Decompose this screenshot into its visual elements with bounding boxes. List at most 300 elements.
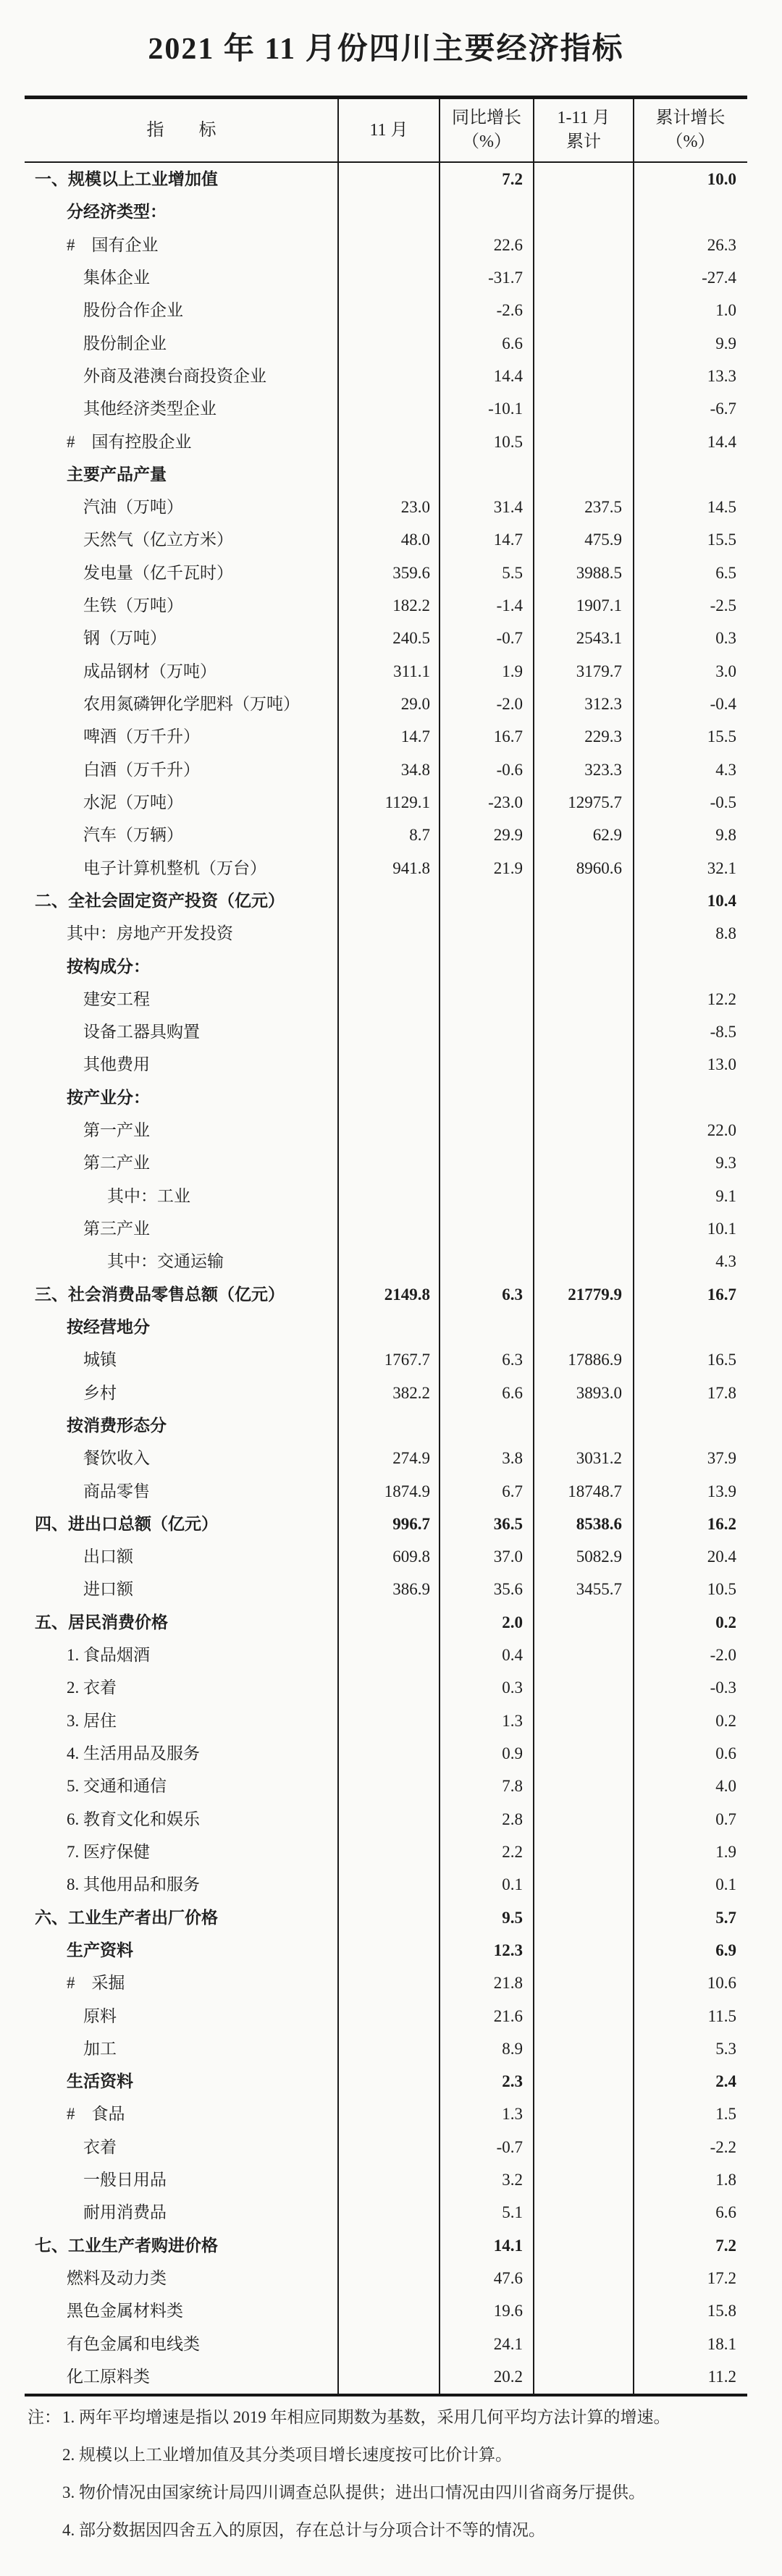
cell-yoy-growth: 5.5 <box>502 563 523 582</box>
cell-yoy-growth: 0.1 <box>502 1875 523 1894</box>
cell-cumulative <box>534 1967 634 1999</box>
cell-cumulative-growth: 8.8 <box>715 924 736 943</box>
cell-cumulative-growth: 10.6 <box>707 1974 736 1993</box>
table-row <box>25 720 747 753</box>
table-row <box>25 1409 747 1442</box>
table-row <box>25 1081 747 1114</box>
cell-cumulative-growth: 10.4 <box>707 891 736 910</box>
cell-november <box>338 1245 440 1278</box>
cell-november <box>338 1737 440 1770</box>
cell-november: 359.6 <box>392 563 430 582</box>
cell-november <box>338 1770 440 1802</box>
cell-yoy-growth: -0.7 <box>496 629 523 648</box>
cell-cumulative-growth: 4.3 <box>715 760 736 779</box>
cell-cumulative-growth: 9.3 <box>715 1154 736 1173</box>
table-row <box>25 458 747 491</box>
cell-cumulative-growth: 10.0 <box>707 170 736 188</box>
cell-cumulative-growth <box>634 1081 747 1114</box>
cell-cumulative <box>534 195 634 228</box>
cell-cumulative <box>534 1146 634 1179</box>
cell-cumulative-growth: 26.3 <box>707 235 736 254</box>
cell-cumulative <box>534 1803 634 1836</box>
cell-yoy-growth: 14.1 <box>493 2236 523 2255</box>
cell-cumulative-growth: 15.5 <box>707 531 736 549</box>
table-row <box>25 1836 747 1868</box>
cell-cumulative-growth: -2.0 <box>710 1646 736 1665</box>
table-row <box>25 622 747 654</box>
cell-cumulative-growth: 10.1 <box>707 1220 736 1238</box>
table-row <box>25 1540 747 1573</box>
table-row <box>25 852 747 884</box>
cell-cumulative-growth: 0.7 <box>715 1809 736 1828</box>
table-row <box>25 1770 747 1802</box>
cell-yoy-growth: 2.2 <box>502 1842 523 1861</box>
row-label: 钢（万吨） <box>83 629 167 648</box>
cell-cumulative <box>534 2131 634 2163</box>
table-row <box>25 2131 747 2163</box>
cell-cumulative-growth: 22.0 <box>707 1121 736 1140</box>
cell-november <box>338 2098 440 2130</box>
cell-cumulative: 12975.7 <box>568 793 622 811</box>
indicators-table <box>25 96 747 2396</box>
header-cumulative-line2: 累计 <box>566 132 601 151</box>
cell-cumulative <box>534 2360 634 2393</box>
header-november-label: 11 月 <box>369 120 408 140</box>
row-label: 设备工器具购置 <box>83 1023 200 1042</box>
cell-november: 1129.1 <box>384 793 430 811</box>
cell-cumulative <box>534 1934 634 1967</box>
cell-november <box>338 1868 440 1901</box>
cell-cumulative: 3455.7 <box>576 1580 622 1599</box>
cell-yoy-growth: 20.2 <box>493 2367 523 2386</box>
cell-cumulative <box>534 2294 634 2327</box>
row-label: 三、社会消费品零售总额（亿元） <box>35 1285 285 1304</box>
cell-cumulative-growth: 16.7 <box>707 1285 736 1304</box>
cell-november: 382.2 <box>392 1383 430 1402</box>
table-row <box>25 1639 747 1671</box>
table-row <box>25 327 747 360</box>
cell-cumulative: 237.5 <box>584 498 622 517</box>
cell-cumulative <box>534 1245 634 1278</box>
cell-cumulative-growth: 0.1 <box>715 1875 736 1894</box>
cell-cumulative <box>534 1639 634 1671</box>
cell-cumulative-growth: 9.1 <box>715 1186 736 1205</box>
row-label: 啤酒（万千升） <box>83 727 200 746</box>
cell-yoy-growth: 31.4 <box>493 498 523 517</box>
table-row <box>25 1606 747 1639</box>
row-label: 衣着 <box>83 2137 117 2156</box>
cell-yoy-growth: 14.7 <box>493 531 523 549</box>
cell-november <box>338 1705 440 1737</box>
header-cumulative <box>534 99 634 161</box>
cell-cumulative-growth: 16.5 <box>707 1351 736 1369</box>
row-label: 出口额 <box>83 1547 133 1566</box>
cell-cumulative <box>534 1901 634 1934</box>
table-row <box>25 491 747 523</box>
row-label: 城镇 <box>83 1351 117 1369</box>
table-row <box>25 950 747 983</box>
header-cumulative-growth <box>634 99 747 161</box>
table-row <box>25 589 747 622</box>
cell-november: 1874.9 <box>384 1482 430 1500</box>
cell-cumulative-growth: 37.9 <box>707 1449 736 1468</box>
cell-cumulative-growth <box>634 950 747 983</box>
cell-yoy-growth <box>440 983 534 1015</box>
cell-cumulative <box>534 1180 634 1212</box>
cell-cumulative <box>534 884 634 917</box>
row-label: 5. 交通和通信 <box>67 1777 167 1796</box>
column-divider-2 <box>439 99 440 2394</box>
row-label: 生产资料 <box>67 1941 133 1959</box>
row-label: 股份制企业 <box>83 334 167 352</box>
column-divider-3 <box>533 99 534 2394</box>
cell-cumulative <box>534 2000 634 2032</box>
row-label: 其中：交通运输 <box>107 1252 224 1271</box>
footnotes <box>28 2399 752 2549</box>
table-row <box>25 1573 747 1605</box>
cell-cumulative-growth: 5.7 <box>715 1908 736 1927</box>
footnote-line-1 <box>28 2399 752 2436</box>
cell-cumulative: 229.3 <box>584 727 622 746</box>
cell-november <box>338 229 440 261</box>
table-row <box>25 195 747 228</box>
cell-yoy-growth: 3.2 <box>502 2171 523 2189</box>
cell-yoy-growth: 1.3 <box>502 1711 523 1730</box>
cell-yoy-growth: 19.6 <box>493 2302 523 2320</box>
cell-yoy-growth <box>440 1015 534 1048</box>
table-row <box>25 1311 747 1343</box>
cell-cumulative-growth: 18.1 <box>707 2334 736 2353</box>
column-divider-4 <box>633 99 634 2394</box>
cell-yoy-growth: -1.4 <box>496 596 523 615</box>
row-label: 商品零售 <box>83 1482 150 1500</box>
table-header-row <box>25 99 747 161</box>
table-row <box>25 2360 747 2393</box>
table-row <box>25 917 747 950</box>
cell-cumulative-growth: -8.5 <box>710 1023 736 1042</box>
row-label: 生活资料 <box>67 2072 133 2091</box>
table-bottom-border <box>25 2394 747 2396</box>
cell-cumulative <box>534 2196 634 2229</box>
table-row <box>25 2262 747 2294</box>
cell-cumulative-growth: 1.8 <box>715 2171 736 2189</box>
row-label: 加工 <box>83 2039 117 2058</box>
cell-cumulative-growth: 17.8 <box>707 1383 736 1402</box>
row-label: 其他经济类型企业 <box>83 400 216 418</box>
cell-cumulative-growth: 15.8 <box>707 2302 736 2320</box>
table-row <box>25 786 747 819</box>
header-yoy-growth <box>440 99 534 161</box>
cell-yoy-growth: -0.7 <box>496 2137 523 2156</box>
cell-yoy-growth <box>440 1409 534 1442</box>
table-row <box>25 1934 747 1967</box>
row-label: # 国有企业 <box>67 235 159 254</box>
cell-yoy-growth <box>440 195 534 228</box>
row-label: 第二产业 <box>83 1154 150 1173</box>
cell-cumulative <box>534 392 634 425</box>
cell-yoy-growth: 10.5 <box>493 432 523 451</box>
row-label: 水泥（万吨） <box>83 793 183 811</box>
table-row <box>25 884 747 917</box>
cell-cumulative-growth: 0.3 <box>715 629 736 648</box>
cell-cumulative-growth: 0.2 <box>715 1613 736 1631</box>
cell-november <box>338 884 440 917</box>
cell-yoy-growth: 9.5 <box>502 1908 523 1927</box>
cell-cumulative-growth: 14.4 <box>707 432 736 451</box>
row-label: 五、居民消费价格 <box>35 1613 168 1631</box>
cell-yoy-growth: 0.4 <box>502 1646 523 1665</box>
cell-cumulative: 323.3 <box>584 760 622 779</box>
cell-cumulative-growth: 10.5 <box>707 1580 736 1599</box>
cell-cumulative: 312.3 <box>584 695 622 713</box>
cell-november: 8.7 <box>409 826 430 845</box>
cell-yoy-growth: 16.7 <box>493 727 523 746</box>
row-label: 主要产品产量 <box>67 465 167 483</box>
cell-yoy-growth <box>440 1081 534 1114</box>
cell-cumulative-growth <box>634 1311 747 1343</box>
cell-november: 34.8 <box>400 760 430 779</box>
row-label: 集体企业 <box>83 268 150 287</box>
cell-november: 48.0 <box>400 531 430 549</box>
cell-november <box>338 2163 440 2196</box>
cell-cumulative-growth: 1.0 <box>715 301 736 320</box>
cell-cumulative <box>534 360 634 392</box>
cell-november <box>338 1048 440 1081</box>
row-label: 天然气（亿立方米） <box>83 531 233 549</box>
cell-november <box>338 1146 440 1179</box>
cell-cumulative <box>534 2098 634 2130</box>
table-row <box>25 655 747 688</box>
cell-cumulative-growth: 11.2 <box>707 2367 736 2386</box>
cell-cumulative-growth: 14.5 <box>707 498 736 517</box>
cell-cumulative-growth: 17.2 <box>707 2269 736 2287</box>
table-row <box>25 261 747 294</box>
cell-cumulative <box>534 1212 634 1245</box>
cell-yoy-growth: 1.9 <box>502 662 523 680</box>
cell-cumulative <box>534 1409 634 1442</box>
cell-yoy-growth: 37.0 <box>493 1547 523 1566</box>
cell-november <box>338 261 440 294</box>
cell-november: 29.0 <box>400 695 430 713</box>
cell-yoy-growth <box>440 917 534 950</box>
row-label: # 食品 <box>67 2105 125 2124</box>
header-indicator <box>25 99 338 161</box>
cell-cumulative: 2543.1 <box>576 629 622 648</box>
row-label: 燃料及动力类 <box>67 2269 167 2287</box>
table-row <box>25 1737 747 1770</box>
header-indicator-label: 指 标 <box>146 120 216 140</box>
row-label: 有色金属和电线类 <box>67 2334 200 2353</box>
cell-yoy-growth: 14.4 <box>493 366 523 385</box>
table-row <box>25 1146 747 1179</box>
cell-yoy-growth <box>440 1212 534 1245</box>
cell-november: 386.9 <box>392 1580 430 1599</box>
row-label: 农用氮磷钾化学肥料（万吨） <box>83 695 300 713</box>
cell-november <box>338 1639 440 1671</box>
footnote-text-1: 1. 两年平均增速是指以 2019 年相应同期数为基数，采用几何平均方法计算的增速。 <box>62 2408 670 2426</box>
cell-cumulative-growth: 13.9 <box>707 1482 736 1500</box>
cell-november: 996.7 <box>392 1514 430 1533</box>
row-label: 6. 教育文化和娱乐 <box>67 1809 200 1828</box>
row-label: 白酒（万千升） <box>83 760 200 779</box>
cell-yoy-growth: 24.1 <box>493 2334 523 2353</box>
cell-november <box>338 983 440 1015</box>
cell-november <box>338 1934 440 1967</box>
page-title: 2021 年 11 月份四川主要经济指标 <box>148 33 624 66</box>
table-row <box>25 1705 747 1737</box>
row-label: 其他费用 <box>83 1055 150 1074</box>
cell-cumulative <box>534 2163 634 2196</box>
cell-cumulative <box>534 2229 634 2262</box>
row-label: # 采掘 <box>67 1974 125 1993</box>
row-label: 按消费形态分 <box>67 1416 167 1435</box>
table-row <box>25 1245 747 1278</box>
column-divider-1 <box>337 99 339 2394</box>
cell-cumulative-growth: -2.2 <box>710 2137 736 2156</box>
cell-november <box>338 2328 440 2360</box>
cell-yoy-growth: 7.8 <box>502 1777 523 1796</box>
cell-yoy-growth: 6.6 <box>502 334 523 352</box>
cell-yoy-growth <box>440 950 534 983</box>
table-row <box>25 1015 747 1048</box>
cell-november <box>338 458 440 491</box>
cell-cumulative-growth: 1.5 <box>715 2105 736 2124</box>
cell-cumulative <box>534 1737 634 1770</box>
cell-yoy-growth: -2.0 <box>496 695 523 713</box>
cell-yoy-growth: -31.7 <box>488 268 523 287</box>
cell-cumulative <box>534 2328 634 2360</box>
cell-november <box>338 1081 440 1114</box>
table-row <box>25 2098 747 2130</box>
cell-cumulative <box>534 261 634 294</box>
header-november <box>338 99 440 161</box>
table-row <box>25 1278 747 1311</box>
row-label: 2. 衣着 <box>67 1678 117 1697</box>
cell-november <box>338 2262 440 2294</box>
cell-cumulative <box>534 327 634 360</box>
cell-november: 14.7 <box>400 727 430 746</box>
cell-november: 23.0 <box>400 498 430 517</box>
cell-november: 311.1 <box>393 662 430 680</box>
cell-november <box>338 2032 440 2065</box>
cell-november: 2149.8 <box>384 1285 430 1304</box>
row-label: 成品钢材（万吨） <box>83 662 216 680</box>
row-label: 1. 食品烟酒 <box>67 1646 150 1665</box>
cell-november <box>338 1311 440 1343</box>
cell-november <box>338 294 440 326</box>
table-row <box>25 294 747 326</box>
cell-cumulative-growth: 4.0 <box>715 1777 736 1796</box>
table-row <box>25 2328 747 2360</box>
cell-yoy-growth: 6.7 <box>502 1482 523 1500</box>
cell-november <box>338 2229 440 2262</box>
row-label: 4. 生活用品及服务 <box>67 1744 200 1762</box>
cell-cumulative: 3031.2 <box>576 1449 622 1468</box>
footnote-prefix: 注： <box>28 2408 61 2426</box>
table-row <box>25 523 747 556</box>
table-row <box>25 1868 747 1901</box>
cell-november <box>338 1901 440 1934</box>
table-body <box>25 163 747 2393</box>
table-row <box>25 2294 747 2327</box>
cell-november <box>338 1114 440 1146</box>
cell-cumulative-growth: 15.5 <box>707 727 736 746</box>
cell-november <box>338 1671 440 1704</box>
cell-cumulative-growth: 3.0 <box>715 662 736 680</box>
cell-yoy-growth <box>440 458 534 491</box>
cell-november: 609.8 <box>392 1547 430 1566</box>
cell-november <box>338 2196 440 2229</box>
table-row <box>25 557 747 589</box>
row-label: 8. 其他用品和服务 <box>67 1875 200 1894</box>
cell-cumulative-growth: -27.4 <box>702 268 736 287</box>
cell-cumulative <box>534 950 634 983</box>
cell-cumulative <box>534 983 634 1015</box>
cell-cumulative <box>534 1836 634 1868</box>
cell-cumulative-growth: 0.6 <box>715 1744 736 1762</box>
cell-yoy-growth: 36.5 <box>493 1514 523 1533</box>
cell-cumulative-growth: 13.0 <box>707 1055 736 1074</box>
cell-yoy-growth: 6.3 <box>502 1285 523 1304</box>
cell-cumulative: 1907.1 <box>576 596 622 615</box>
header-yoy-line1: 同比增长 <box>452 109 521 127</box>
table-row <box>25 2000 747 2032</box>
cell-cumulative <box>534 426 634 458</box>
row-label: 一般日用品 <box>83 2171 167 2189</box>
table-row <box>25 360 747 392</box>
cell-yoy-growth <box>440 1245 534 1278</box>
cell-cumulative: 8538.6 <box>576 1514 622 1533</box>
cell-november <box>338 2065 440 2098</box>
cell-yoy-growth: 47.6 <box>493 2269 523 2287</box>
row-label: 第一产业 <box>83 1121 150 1140</box>
cell-november <box>338 2131 440 2163</box>
row-label: 生铁（万吨） <box>83 596 183 615</box>
cell-yoy-growth: 0.9 <box>502 1744 523 1762</box>
cell-cumulative-growth: 0.2 <box>715 1711 736 1730</box>
table-row <box>25 753 747 786</box>
cell-cumulative: 21779.9 <box>568 1285 622 1304</box>
table-row <box>25 2032 747 2065</box>
table-row <box>25 1475 747 1508</box>
cell-cumulative <box>534 1048 634 1081</box>
cell-november <box>338 1212 440 1245</box>
cell-cumulative-growth: 6.9 <box>715 1941 736 1959</box>
cell-cumulative-growth: 4.3 <box>715 1252 736 1271</box>
cell-november <box>338 2000 440 2032</box>
cell-cumulative-growth <box>634 458 747 491</box>
cell-cumulative-growth: 9.8 <box>715 826 736 845</box>
cell-cumulative-growth: 12.2 <box>707 989 736 1008</box>
cell-cumulative <box>534 1868 634 1901</box>
cell-cumulative <box>534 1671 634 1704</box>
cell-cumulative-growth: 6.5 <box>715 563 736 582</box>
cell-cumulative: 8960.6 <box>576 858 622 877</box>
cell-november <box>338 917 440 950</box>
cell-yoy-growth: 2.0 <box>502 1613 523 1631</box>
cell-yoy-growth <box>440 1311 534 1343</box>
cell-yoy-growth: -10.1 <box>488 400 523 418</box>
cell-yoy-growth: 22.6 <box>493 235 523 254</box>
row-label: 建安工程 <box>83 989 150 1008</box>
table-row <box>25 1671 747 1704</box>
cell-cumulative: 18748.7 <box>568 1482 622 1500</box>
row-label: 股份合作企业 <box>83 301 183 320</box>
cell-november <box>338 392 440 425</box>
cell-cumulative <box>534 1081 634 1114</box>
cell-cumulative: 3179.7 <box>576 662 622 680</box>
table-row <box>25 1803 747 1836</box>
